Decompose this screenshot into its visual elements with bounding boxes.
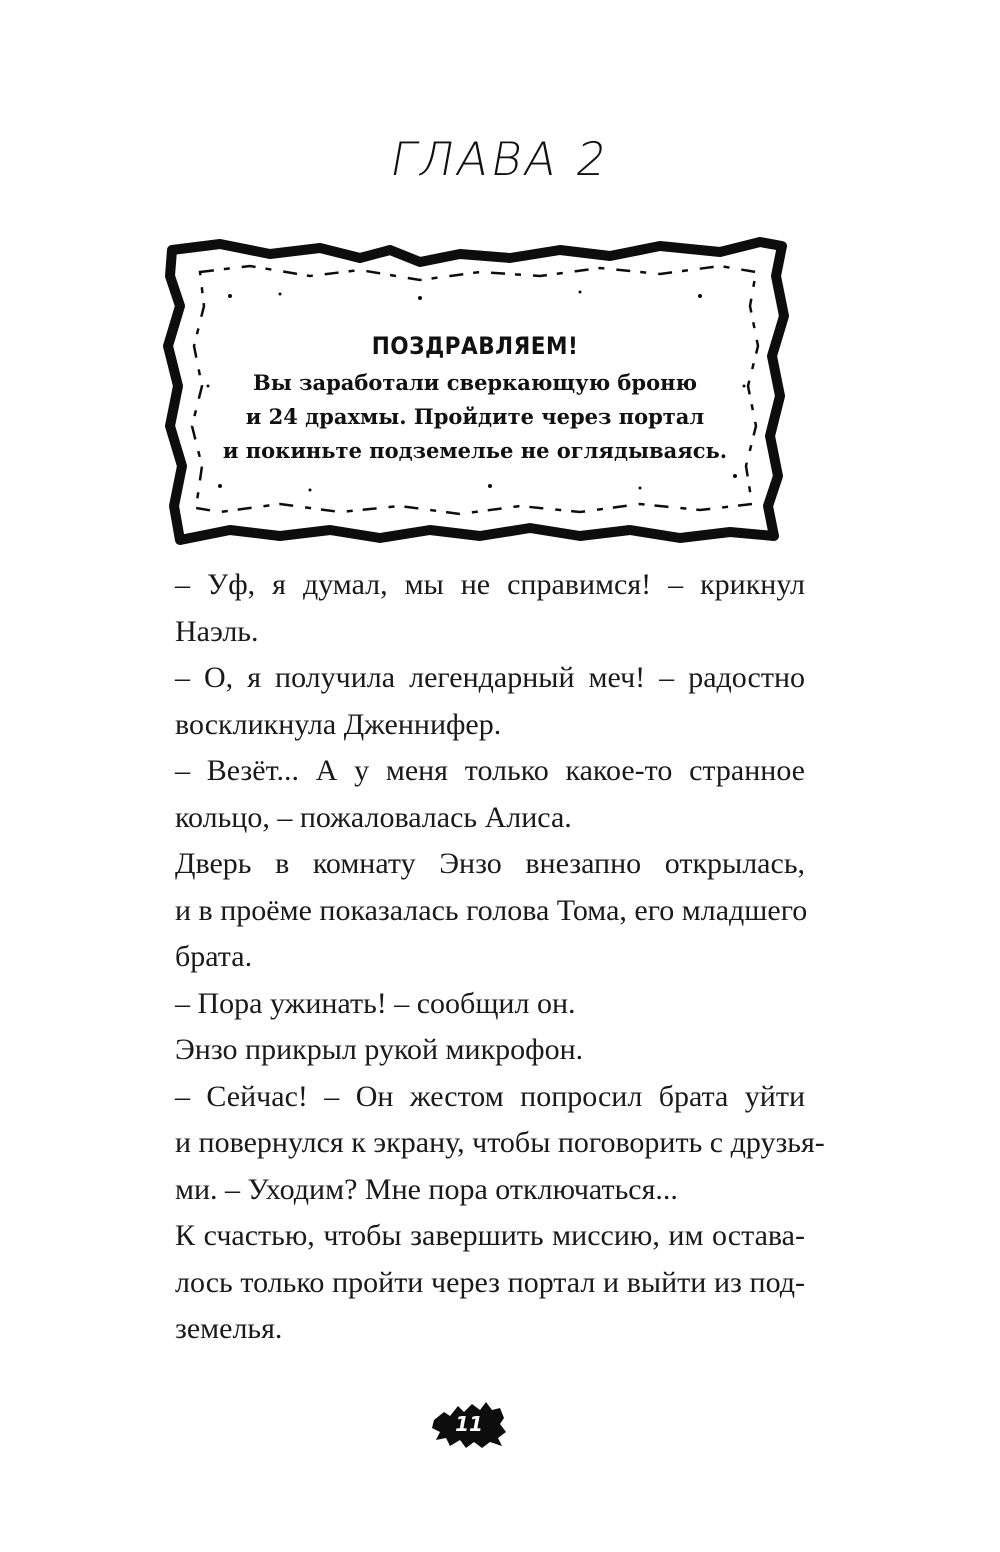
text-line: К счастью, чтобы завершить миссию, им остава- — [175, 1219, 805, 1252]
text-line: земелья. — [175, 1312, 283, 1345]
text-line: воскликнула Дженнифер. — [175, 707, 502, 741]
text-line: – Везёт... А у меня только какое-то странное — [175, 754, 805, 787]
text-line: – Уф, я думал, мы не справимся! – крикнул — [175, 568, 805, 601]
scroll-message — [200, 332, 750, 468]
notification-scroll — [160, 236, 790, 552]
text-line: и повернулся к экрану, чтобы поговорить с друзья- — [175, 1126, 825, 1159]
text-line: и в проёме показалась голова Тома, его младшего — [175, 893, 808, 927]
chapter-title: ГЛАВА 2 — [386, 132, 614, 186]
text-line: – Пора ужинать! – сообщил он. — [175, 986, 576, 1020]
text-line: лось только пройти через портал и выйти из под- — [175, 1265, 805, 1299]
text-line: кольцо, – пожаловалась Алиса. — [175, 800, 572, 834]
text-line: Наэль. — [175, 614, 259, 648]
scroll-heading: ПОЗДРАВЛЯЕМ! — [371, 332, 579, 360]
text-line: – О, я получила легендарный меч! – радостно — [175, 661, 805, 694]
text-line: ми. – Уходим? Мне пора отключаться... — [175, 1172, 678, 1206]
text-line: Энзо прикрыл рукой микрофон. — [175, 1033, 584, 1066]
text-line: Дверь в комнату Энзо внезапно открылась, — [175, 847, 805, 880]
text-line: – Сейчас! – Он жестом попросил брата уйти — [175, 1079, 805, 1113]
page-number-badge — [430, 1398, 508, 1450]
scroll-line: Вы заработали сверкающую броню — [252, 370, 698, 395]
page-number: 11 — [455, 1412, 483, 1436]
text-line: брата. — [175, 940, 253, 973]
scroll-line: и покиньте подземелье не оглядываясь. — [222, 438, 728, 463]
scroll-line: и 24 драхмы. Пройдите через портал — [245, 404, 705, 429]
body-text — [175, 562, 825, 1353]
